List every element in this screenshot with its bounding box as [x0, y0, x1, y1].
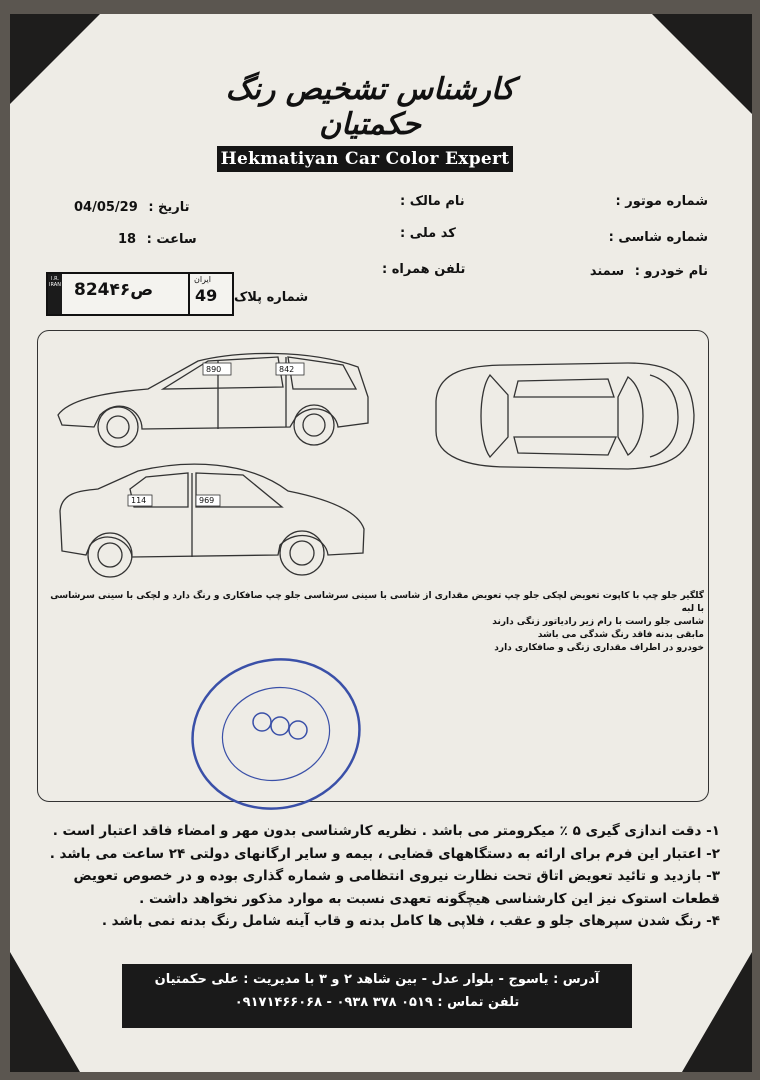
- term-item: قطعات استوک نیز این کارشناسی هیچگونه تعهدی نسبت به موارد مذکور نخواهد داشت .: [139, 890, 720, 907]
- date-value: 04/05/29: [74, 200, 138, 215]
- chassis-number-label: شماره شاسی :: [608, 230, 708, 245]
- car-name-label: نام خودرو :: [634, 264, 708, 279]
- engine-number-label: شماره موتور :: [615, 194, 708, 209]
- term-item: ۲- اعتبار این فرم برای ارائه به دستگاههای قضایی ، بیمه و سایر ارگانهای دولتی ۲۴ ساعت می باشد .: [49, 845, 720, 862]
- plate-number: 824ص۴۶: [74, 280, 154, 300]
- car-side-view-right: [60, 464, 364, 577]
- term-item: ۱- دقت اندازی گیری ۵ ٪ میکرومتر می باشد . نظریه کارشناسی بدون مهر و امضاء فاقد اعتبار است .: [52, 823, 720, 839]
- plate-field-label: شماره پلاک: [234, 290, 309, 305]
- iran-flag-strip: I.R. IRAN: [48, 274, 62, 314]
- note-line: مابقی بدنه فاقد رنگ شدگی می باشد: [537, 630, 704, 640]
- car-top-view: [436, 363, 694, 469]
- inspection-notes: [44, 590, 704, 655]
- date-field: [74, 200, 190, 215]
- footer-contact-box: [122, 964, 632, 1028]
- footer-address: آدرس : یاسوج - بلوار عدل - بین شاهد ۲ و ۳ با مدیریت : علی حکمتیان: [154, 972, 600, 987]
- plate-iran-label: ایران: [194, 275, 211, 284]
- reading-842: 842: [279, 365, 295, 374]
- time-field: [118, 232, 197, 247]
- reading-114: 114: [131, 496, 147, 505]
- owner-label: نام مالک :: [400, 194, 465, 209]
- corner-decoration: [10, 952, 80, 1072]
- car-name-value: سمند: [589, 264, 625, 279]
- time-value: 18: [118, 232, 137, 247]
- mobile-label: تلفن همراه :: [382, 262, 466, 277]
- corner-decoration: [652, 14, 752, 114]
- note-line: شاسی جلو راست با رام زیر رادیاتور زنگی دارند: [492, 617, 704, 627]
- national-code-field: [400, 226, 456, 241]
- company-stamp: [188, 650, 368, 820]
- license-plate: [46, 272, 234, 316]
- corner-decoration: [10, 14, 100, 104]
- car-name-field: [590, 264, 708, 279]
- term-item: ۳- بازدید و تائید تعویض اتاق تحت نظارت نیروی انتظامی و شماره گذاری بوده و در خصوص تعویض: [73, 868, 720, 884]
- national-code-label: کد ملی :: [400, 226, 456, 241]
- footer-phone: تلفن تماس : ۰۵۱۹ ۳۷۸ ۰۹۳۸ - ۰۹۱۷۱۴۶۶۰۶۸: [234, 995, 520, 1010]
- engine-number-field: [615, 194, 708, 209]
- car-diagram-box: [37, 330, 709, 802]
- persian-title: کارشناس تشخیص رنگ حکمتیان: [225, 72, 515, 142]
- english-title-banner: Hekmatiyan Car Color Expert: [217, 146, 513, 172]
- chassis-number-field: [609, 230, 708, 245]
- note-line: خودرو در اطراف مقداری زنگی و صافکاری دارد: [494, 643, 704, 653]
- owner-field: [400, 194, 465, 209]
- reading-969: 969: [199, 496, 215, 505]
- mobile-field: [382, 262, 465, 277]
- term-item: ۴- رنگ شدن سپرهای جلو و عقب ، فلاپی ها کامل بدنه و قاب آینه شامل رنگ بدنه نمی باشد .: [101, 913, 720, 929]
- car-diagram: [38, 331, 708, 801]
- time-label: ساعت :: [146, 232, 197, 247]
- date-label: تاریخ :: [148, 200, 190, 215]
- reading-890: 890: [206, 365, 222, 374]
- terms-list: [40, 820, 720, 933]
- inspection-form: [10, 14, 752, 1072]
- plate-region-code: 49: [195, 286, 218, 305]
- note-line: گلگیر جلو چپ با کاپوت تعویض لچکی جلو چپ تعویض مقداری از شاسی با سینی سرشاسی جلو چپ صافکاری و رنگ دارد و لچکی با سینی سرشاسی با لبه: [50, 591, 704, 614]
- corner-decoration: [682, 952, 752, 1072]
